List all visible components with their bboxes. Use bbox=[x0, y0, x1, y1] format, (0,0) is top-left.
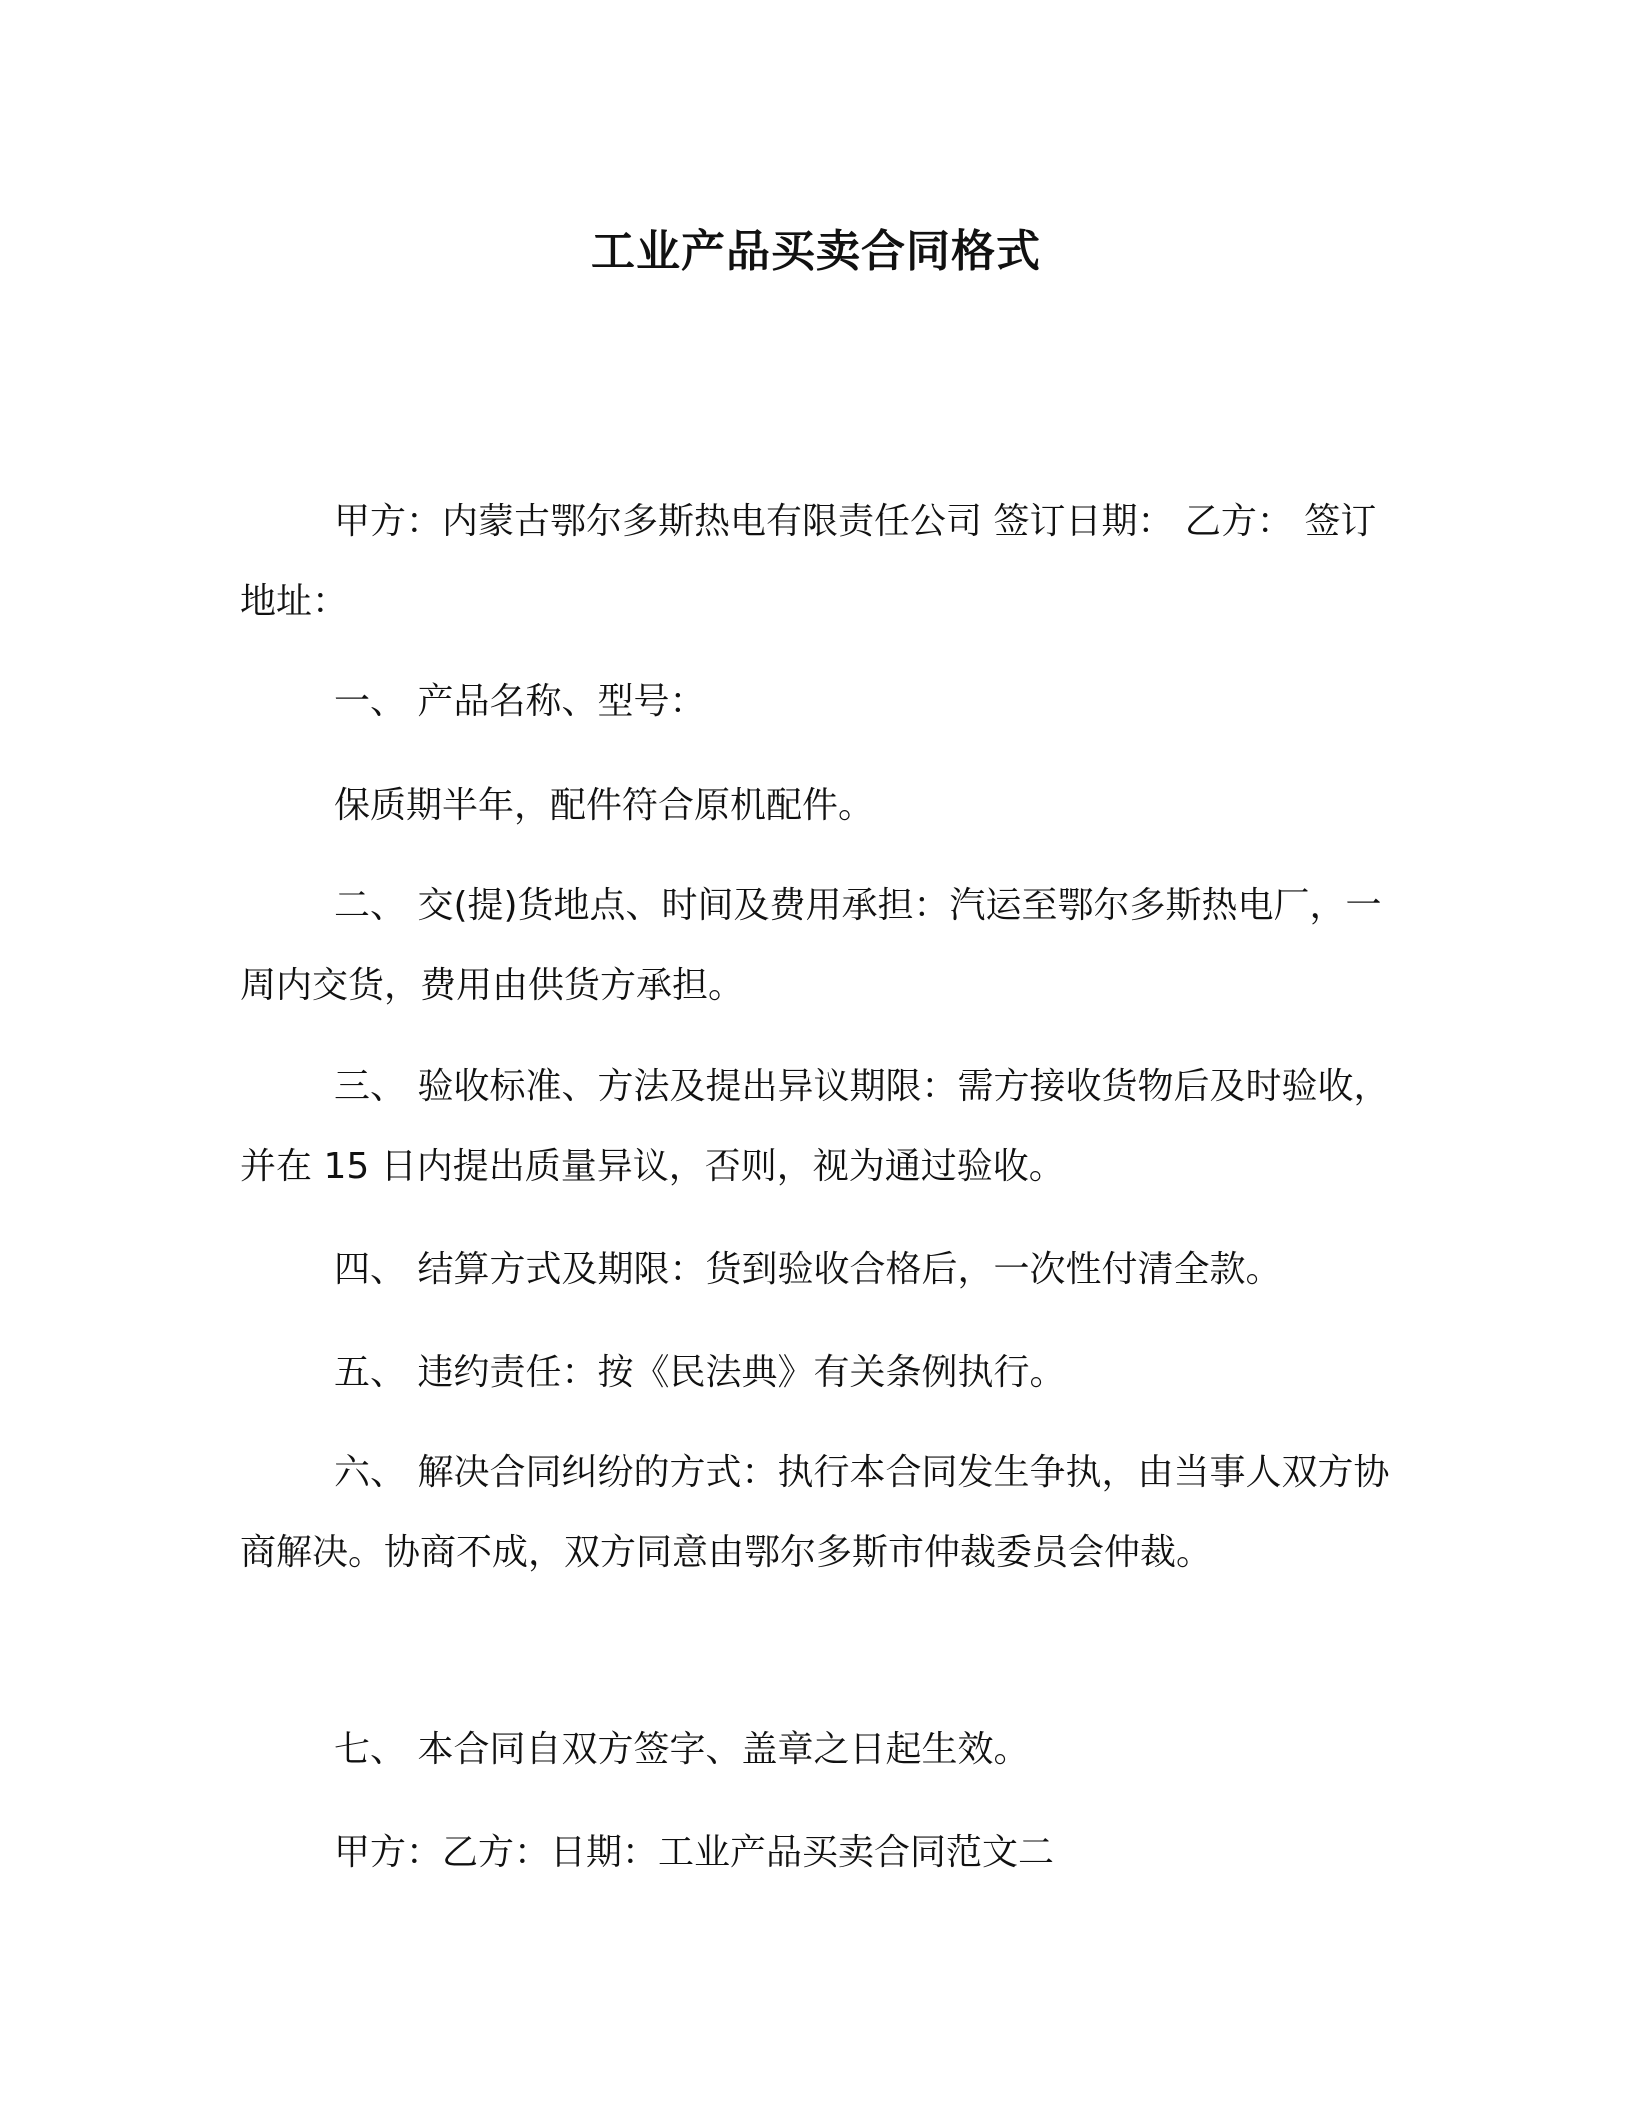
clause-1-product: 一、 产品名称、型号： bbox=[334, 681, 706, 722]
clause-3-acceptance: 三、 验收标准、方法及提出异议期限：需方接收货物后及时验收，并在 15 日内提出质量异议，否则，视为通过验收。 bbox=[240, 1066, 1390, 1187]
clause-2-delivery: 二、 交(提)货地点、时间及费用承担：汽运至鄂尔多斯热电厂，一周内交货，费用由供货方承担。 bbox=[240, 885, 1382, 1006]
warranty-paragraph: 保质期半年，配件符合原机配件。 bbox=[334, 785, 875, 826]
clause-5-liability: 五、 违约责任：按《民法典》有关条例执行。 bbox=[334, 1352, 1066, 1393]
signature-line: 甲方：乙方：日期：工业产品买卖合同范文二 bbox=[334, 1832, 1055, 1873]
parties-paragraph: 甲方：内蒙古鄂尔多斯热电有限责任公司 签订日期： 乙方： 签订地址： bbox=[240, 501, 1377, 622]
clause-7-effective: 七、 本合同自双方签字、盖章之日起生效。 bbox=[334, 1729, 1030, 1770]
clause-4-settlement: 四、 结算方式及期限：货到验收合格后，一次性付清全款。 bbox=[334, 1249, 1282, 1290]
document-title: 工业产品买卖合同格式 bbox=[591, 226, 1041, 277]
clause-6-dispute: 六、 解决合同纠纷的方式：执行本合同发生争执，由当事人双方协商解决。协商不成，双方同意由鄂尔多斯市仲裁委员会仲裁。 bbox=[240, 1452, 1390, 1573]
